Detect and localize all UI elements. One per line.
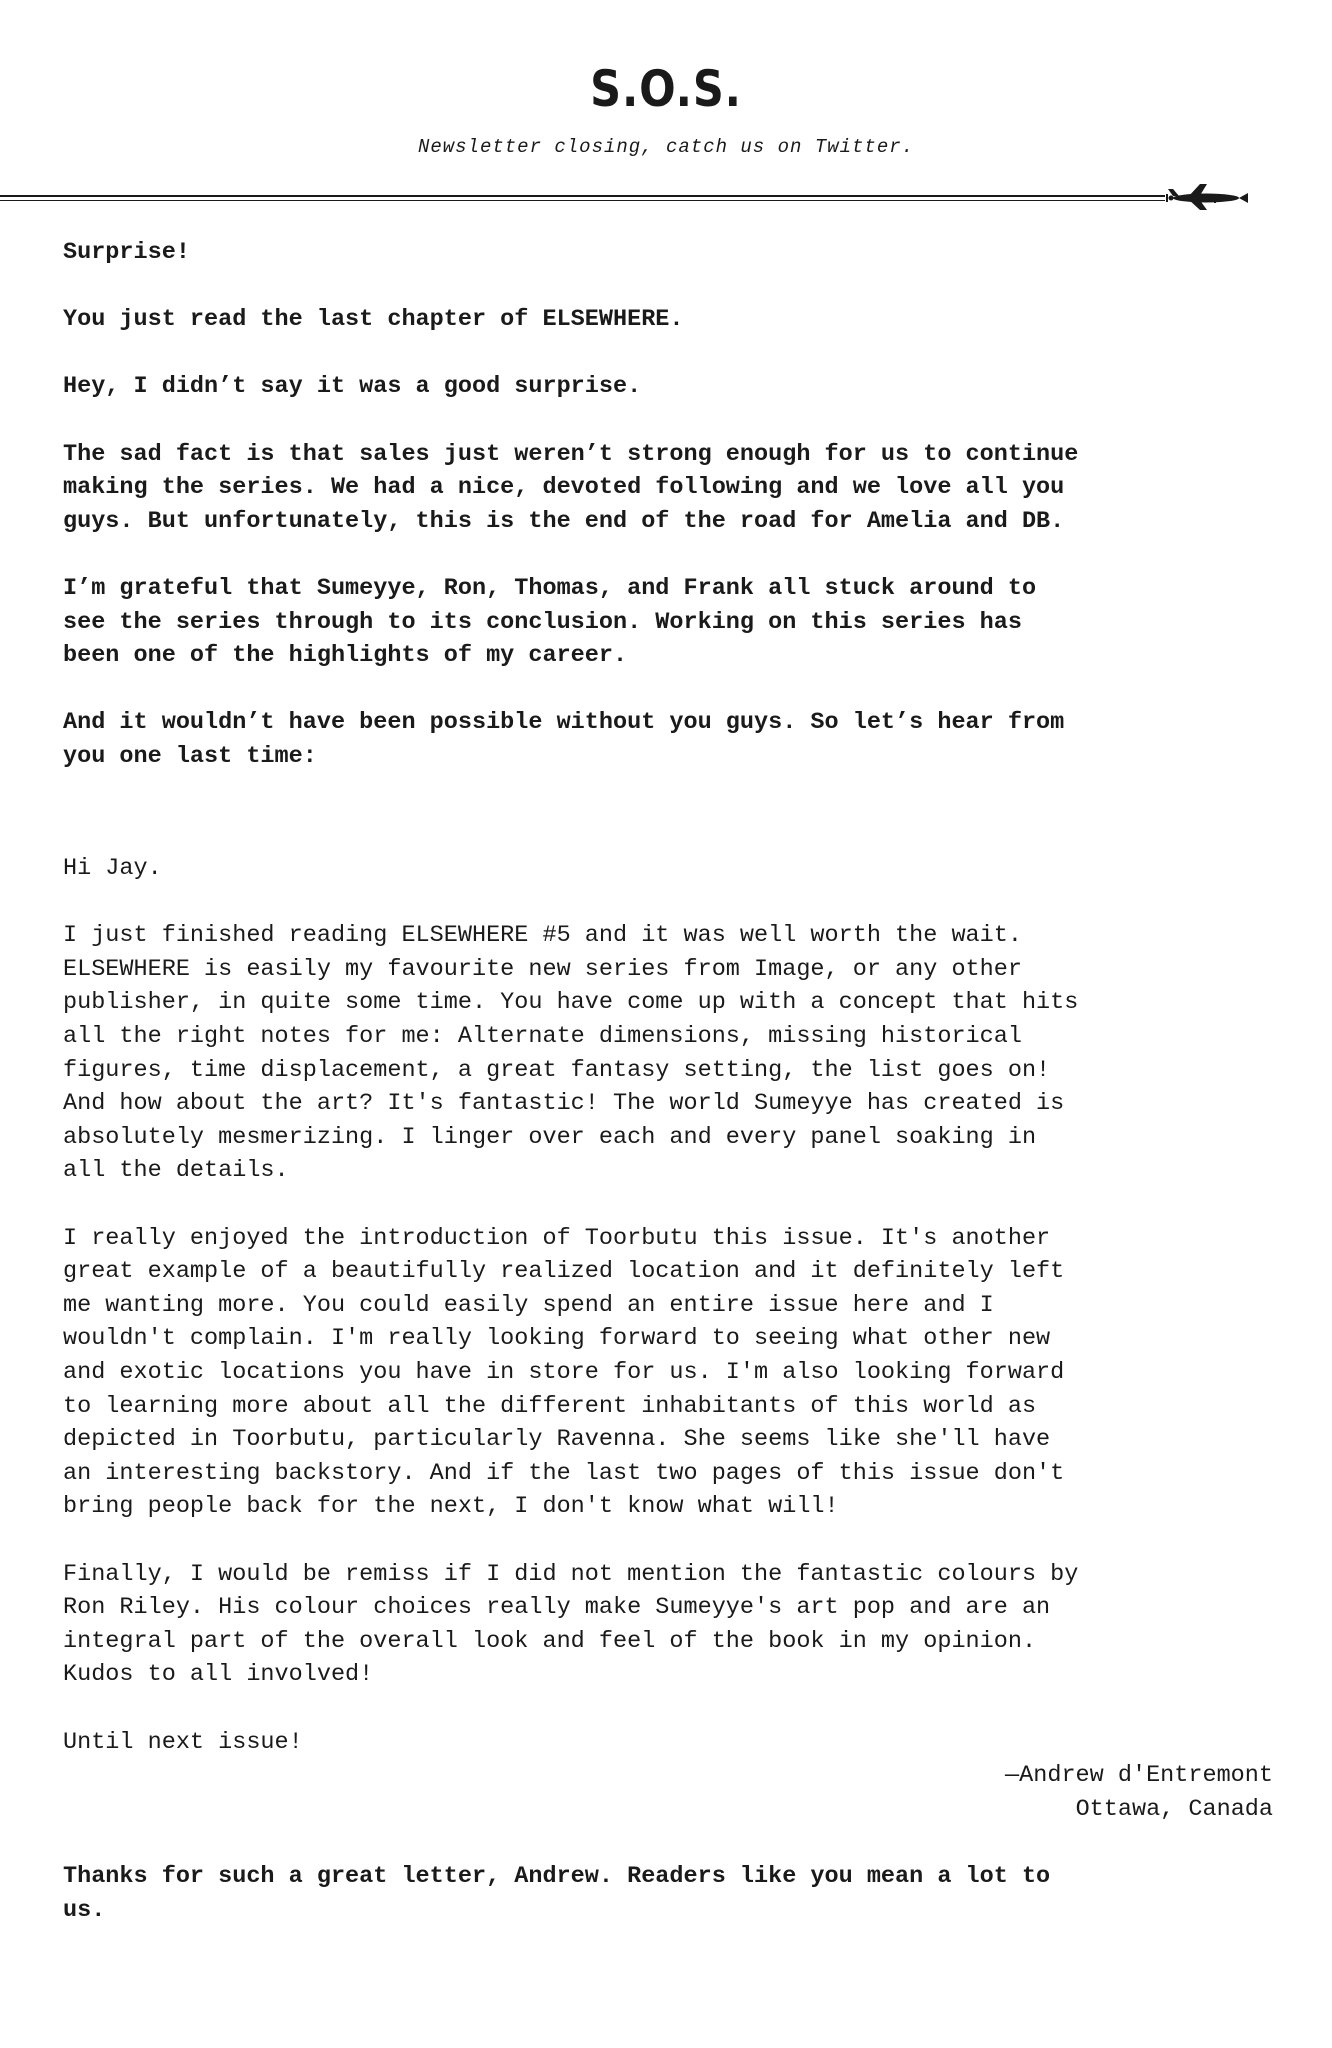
letter-closing: Until next issue! bbox=[63, 1728, 303, 1756]
letter-greeting: Hi Jay. bbox=[63, 855, 162, 883]
letters-column bbox=[63, 236, 1273, 1961]
editor-intro-paragraph: The sad fact is that sales just weren’t strong enough for us to continue making the series. We had a nice, devoted following and we love all you guys. But unfortunately, this is the end of the road for Amelia and DB. bbox=[63, 440, 1079, 535]
letter-paragraph: I just finished reading ELSEWHERE #5 and it was well worth the wait. ELSEWHERE is easily my favourite new series from Image, or any other publisher, in quite some time. You have come up with a concept that hits all the right notes for me: Alternate dimensions, missing historical figures, time displacement, a great fantasy setting, the list goes on! And how about the art? It's fantastic! The world Sumeyye has created is absolutely mesmerizing. I linger over each and every panel soaking in all the details. bbox=[63, 922, 1079, 1185]
signature-location: Ottawa, Canada bbox=[1075, 1795, 1273, 1823]
header-divider bbox=[0, 180, 1332, 220]
section-gap bbox=[63, 807, 1273, 852]
editor-intro-paragraph: I’m grateful that Sumeyye, Ron, Thomas, and Frank all stuck around to see the series through to its conclusion. Working on this series has been one of the highlights of my career. bbox=[63, 574, 1037, 670]
letter-paragraph: I really enjoyed the introduction of Toorbutu this issue. It's another great example of a beautifully realized location and it definitely left me wanting more. You could easily spend an entire issue here and I wouldn't complain. I'm really looking forward to seeing what other new and exotic locations you have in store for us. I'm also looking forward to learning more about all the different inhabitants of this world as depicted in Toorbutu, particularly Ravenna. She seems like she'll have an interesting backstory. And if the last two pages of this issue don't bring people back for the next, I don't know what will! bbox=[63, 1224, 1065, 1521]
editor-intro-paragraph: Hey, I didn’t say it was a good surprise. bbox=[63, 373, 642, 401]
page-title: S.O.S. bbox=[590, 60, 742, 118]
editor-reply: Thanks for such a great letter, Andrew. Readers like you mean a lot to us. bbox=[63, 1862, 1051, 1924]
page-header bbox=[0, 0, 1332, 210]
letter-paragraph: Finally, I would be remiss if I did not mention the fantastic colours by Ron Riley. His colour choices really make Sumeyye's art pop and are an integral part of the overall look and feel of the book in my opinion. Kudos to all involved! bbox=[63, 1560, 1079, 1689]
divider-rule bbox=[0, 180, 1332, 220]
editor-intro-paragraph: You just read the last chapter of ELSEWHERE. bbox=[63, 306, 684, 334]
editor-intro-paragraph: Surprise! bbox=[63, 239, 190, 266]
letter-signature bbox=[63, 1759, 1273, 1826]
airplane-icon bbox=[1166, 184, 1248, 210]
signature-name: —Andrew d'Entremont bbox=[1005, 1762, 1273, 1790]
page-subtitle: Newsletter closing, catch us on Twitter. bbox=[417, 136, 915, 158]
editor-intro-paragraph: And it wouldn’t have been possible without you guys. So let’s hear from you one last time: bbox=[63, 709, 1065, 770]
